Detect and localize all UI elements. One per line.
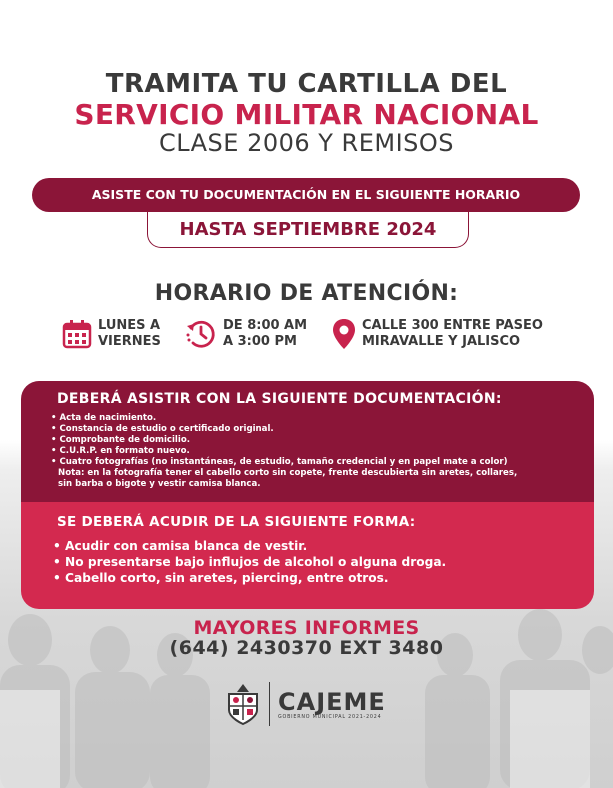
address-line-2: MIRAVALLE Y JALISCO (362, 334, 521, 349)
photo-note-line-1: Nota: en la fotografía tener el cabello corto sin copete, frente descubierta sin aretes, collares, (58, 468, 518, 478)
requirements-heading: SE DEBERÁ ACUDIR DE LA SIGUIENTE FORMA: (57, 514, 416, 530)
days-line-2: VIERNES (98, 334, 161, 349)
documents-list (51, 413, 551, 490)
hours-line-1: DE 8:00 AM (223, 318, 308, 333)
list-item: • Cuatro fotografías (no instantáneas, de estudio, tamaño credencial y en papel mate a color) (51, 457, 551, 468)
list-item: • Acta de nacimiento. (51, 413, 551, 424)
contact-heading: MAYORES INFORMES (193, 617, 420, 639)
schedule-banner: ASISTE CON TU DOCUMENTACIÓN EN EL SIGUIENTE HORARIO (32, 178, 580, 212)
list-item: • Comprobante de domicilio. (51, 435, 551, 446)
list-item: • Acudir con camisa blanca de vestir. (53, 538, 446, 554)
logo-name: CAJEME (278, 687, 386, 716)
address-info (332, 318, 543, 350)
documents-heading: DEBERÁ ASISTIR CON LA SIGUIENTE DOCUMENTACIÓN: (57, 391, 502, 407)
location-pin-icon (332, 318, 356, 350)
address-line-1: CALLE 300 ENTRE PASEO (362, 318, 543, 333)
title-line-3: CLASE 2006 Y REMISOS (158, 129, 455, 157)
cajeme-logo (225, 682, 386, 726)
title-line-1: TRAMITA TU CARTILLA DEL (105, 69, 508, 99)
logo-subtitle: GOBIERNO MUNICIPAL 2021-2024 (278, 714, 382, 720)
list-item: • C.U.R.P. en formato nuevo. (51, 446, 551, 457)
clock-icon (185, 318, 217, 350)
deadline-box: HASTA SEPTIEMBRE 2024 (147, 208, 469, 248)
contact-phone: (644) 2430370 EXT 3480 (169, 637, 444, 659)
title-line-2: SERVICIO MILITAR NACIONAL (74, 98, 539, 131)
days-line-1: LUNES A (98, 318, 161, 333)
list-item: • Cabello corto, sin aretes, piercing, entre otros. (53, 570, 446, 586)
attention-heading: HORARIO DE ATENCIÓN: (154, 281, 459, 306)
requirements-panel (21, 502, 594, 609)
hours-info (185, 318, 307, 350)
requirements-list (53, 538, 446, 586)
list-item: • Constancia de estudio o certificado original. (51, 424, 551, 435)
documents-panel (21, 381, 594, 502)
photo-note-line-2: sin barba o bigote y vestir camisa blanca. (58, 479, 261, 489)
logo-divider (269, 682, 270, 726)
coat-of-arms-icon (225, 682, 261, 726)
days-info (62, 318, 161, 350)
hours-line-2: A 3:00 PM (223, 334, 297, 349)
list-item: • No presentarse bajo influjos de alcohol o alguna droga. (53, 554, 446, 570)
calendar-icon (62, 319, 92, 349)
